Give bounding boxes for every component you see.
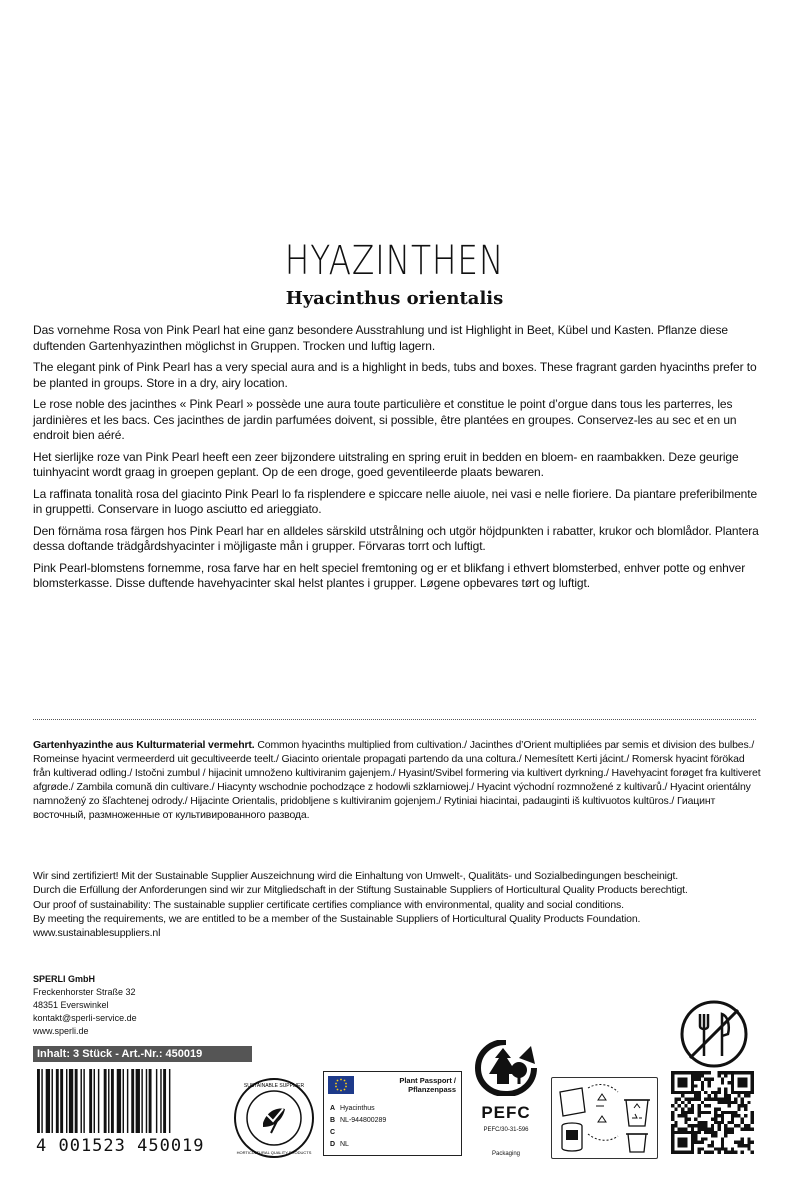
botanical-name: Hyacinthus orientalis: [285, 288, 504, 309]
pefc-tree-icon: [475, 1040, 537, 1096]
eu-flag-icon: [328, 1076, 354, 1094]
recycling-info-icon: [551, 1077, 658, 1159]
ean-number: 4 001523 450019: [36, 1136, 205, 1156]
cultivation-note: [33, 738, 763, 822]
seal-text-bottom: HORTICULTURAL QUALITY PRODUCTS: [236, 1150, 312, 1155]
passport-row-value: NL: [340, 1141, 349, 1148]
certification-line: Our proof of sustainability: The sustainable supplier certificate certifies compliance with environmental, quality and social conditions.: [33, 898, 624, 911]
company-address: [33, 973, 293, 1038]
passport-row-key: A: [330, 1105, 336, 1112]
passport-title-line: Pflanzenpass: [408, 1085, 456, 1094]
description-it: La raffinata tonalità rosa del giacinto Pink Pearl lo fa risplendere e spiccare nelle aiuole, nei vasi e nelle fioriere. Da piantare preferibilmente in gruppetti. Conservare in luogo asciutto ed arieggiato.: [33, 486, 758, 516]
seal-text-top: SUSTAINABLE SUPPLIER: [243, 1083, 305, 1089]
description-fr: Le rose noble des jacinthes « Pink Pearl » possède une aura toute particulière et constitue le point d’orgue dans tous les parterres, les jardinières et les bacs. Ces jacinthes de jardin parfumées doivent, si possible, être plantées en groupes. Conservez-les au sec et en un endroit bien aéré.: [33, 397, 737, 442]
passport-row: [330, 1127, 386, 1139]
passport-title: [399, 1076, 456, 1094]
description-en: The elegant pink of Pink Pearl has a very special aura and is a highlight in beds, tubs and boxes. These fragrant garden hyacinths prefer to be planted in groups. Store in a dry, airy location.: [33, 360, 757, 390]
company-email: kontakt@sperli-service.de: [33, 1013, 137, 1023]
content-label: Inhalt: 3 Stück - Art.-Nr.: 450019: [33, 1046, 252, 1062]
certification-line: By meeting the requirements, we are entitled to be a member of the Sustainable Suppliers of Horticultural Quality Products Foundation.: [33, 912, 641, 925]
pefc-code: PEFC/30-31-596: [483, 1127, 529, 1133]
passport-row-key: C: [330, 1129, 336, 1136]
passport-row-value: Hyacinthus: [340, 1105, 375, 1112]
passport-title-line: Plant Passport /: [399, 1076, 456, 1085]
passport-rows: [330, 1103, 386, 1151]
plant-passport: [323, 1071, 462, 1156]
cultivation-note-bold: Gartenhyazinthe aus Kulturmaterial vermehrt.: [33, 739, 255, 751]
sustainable-supplier-seal-icon: [233, 1077, 315, 1159]
barcode-bars: [33, 1069, 223, 1133]
cultivation-note-text: Common hyacinths multiplied from cultivation./ Jacinthes d’Orient multipliées par semis et division des bulbes./ Romeinse hyacint vermeerderd uit gecultiveerde teelt./ Giacinto orientale propagati partendo da una coltura./ Nemesített Kerti jácint./ Romersk hyacint förökad från kultiverad odling./ Istočni zumbul / hijacinit umnoženo kultiviranim gajenjem./ Hyasint/Svibel formering via kultivert dyrkning./ Havehyacint forøget fra kultiveret afgrøde./ Zambila comună din cultivare./ Hiacynty wschodnie pochodzące z hodowli szklarniowej./ Hyacint východní rozmnožené z kultivarů./ Hyacint orientálny namnožený zo šľachtenej odrody./ Hijacinte Orientalis, pridobljene s kultiviranim gojenjem./ Rytiniai hiacintai, padauginti iš kultivuotos kultūros./ Гиацинт восточный, размноженные от культивированного развода.: [33, 739, 761, 821]
description-da: Pink Pearl-blomstens fornemme, rosa farve har en helt speciel fremtoning og er et blikfang i ethvert blomsterbed, enhver potte og enhver blomsterkasse. Disse duftende havehyacinter skal helst plantes i grupper. Løgene opbevares tørt og luftigt.: [33, 560, 746, 590]
company-city: 48351 Everswinkel: [33, 1000, 109, 1010]
company-street: Freckenhorster Straße 32: [33, 987, 136, 997]
certification-line: Durch die Erfüllung der Anforderungen sind wir zur Mitgliedschaft in der Stiftung Sustainable Suppliers of Horticultural Quality Products berechtigt.: [33, 884, 688, 897]
company-name: SPERLI GmbH: [33, 974, 96, 984]
product-title: HYAZINTHEN: [284, 238, 505, 284]
company-web: www.sperli.de: [33, 1026, 89, 1036]
passport-row-key: D: [330, 1141, 336, 1148]
passport-row: [330, 1103, 386, 1115]
no-food-icon: [678, 998, 750, 1070]
description-de: Das vornehme Rosa von Pink Pearl hat eine ganz besondere Ausstrahlung und ist Highlight in Beet, Kübel und Kasten. Pflanze diese duftenden Gartenhyazinthen möglichst in Gruppen. Trocken und luftig lagern.: [33, 323, 728, 353]
pefc-logo: [470, 1040, 542, 1160]
certification-url: www.sustainablesuppliers.nl: [33, 927, 161, 940]
passport-row-value: NL-944800289: [340, 1117, 387, 1124]
passport-row-key: B: [330, 1117, 336, 1124]
certification-line: Wir sind zertifiziert! Mit der Sustainable Supplier Auszeichnung wird die Einhaltung von Umwelt-, Qualitäts- und Sozialbedingungen bescheinigt.: [33, 870, 679, 882]
pefc-caption: Packaging: [491, 1151, 521, 1157]
passport-row: [330, 1139, 386, 1151]
certification-block: [33, 869, 763, 940]
pefc-wordmark: PEFC: [481, 1103, 531, 1122]
qr-code-icon: [671, 1071, 754, 1154]
description-nl: Het sierlijke roze van Pink Pearl heeft een zeer bijzondere uitstraling en spring eruit in bedden en bloem- en raambakken. Deze geurige tuinhyacint wordt graag in groepen geplant. Op de een droge, goed geventileerde plaats bewaren.: [33, 449, 739, 479]
description-block: [33, 323, 763, 598]
dotted-divider: [33, 719, 756, 720]
description-sv: Den förnäma rosa färgen hos Pink Pearl har en alldeles särskild utstrålning och utgör höjdpunkten i rabatter, krukor och blomlådor. Plantera dessa doftande trädgårdshyacinter i möjligaste mån i grupper. Förvaras torrt och luftigt.: [33, 523, 759, 553]
passport-row: [330, 1115, 386, 1127]
